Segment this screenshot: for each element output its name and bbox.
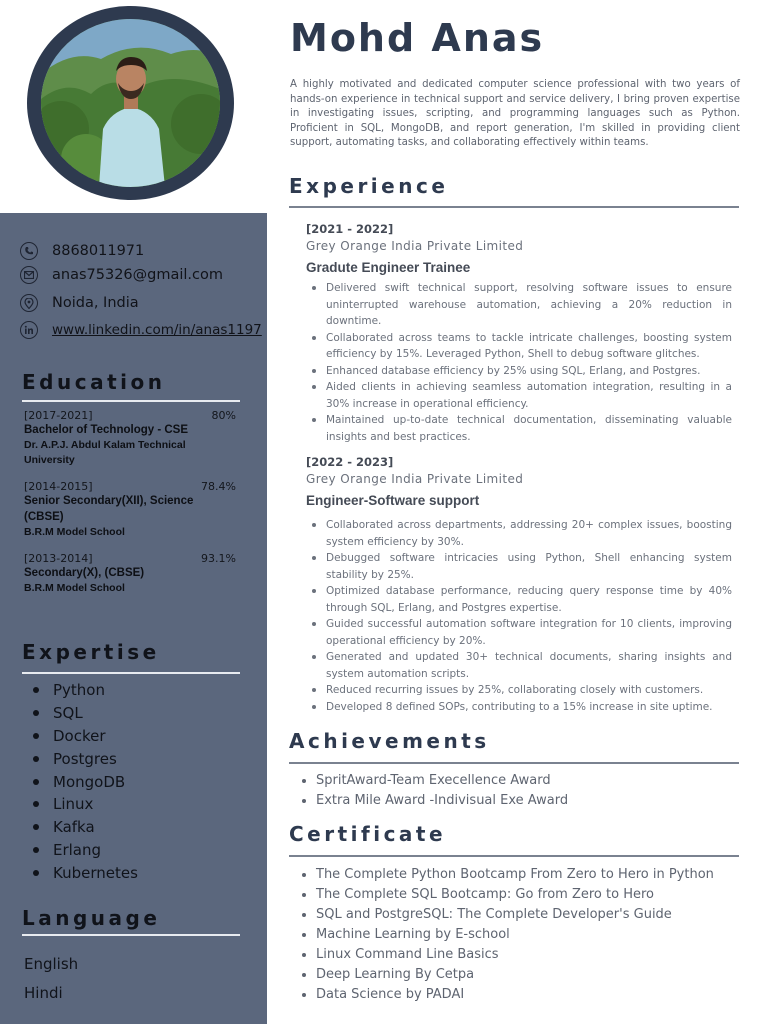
contact-linkedin: [20, 319, 265, 341]
job-years: [2022 - 2023]: [306, 455, 394, 469]
certificate-item: The Complete SQL Bootcamp: Go from Zero to Hero: [296, 887, 736, 907]
education-degree: Senior Secondary(XII), Science (CBSE): [24, 495, 194, 523]
achievements-divider: [289, 762, 739, 764]
contact-phone: [20, 240, 265, 262]
job-bullet: Optimized database performance, reducing query response time by 40% through SQL, Erlang, and Postgres expertise.: [306, 583, 732, 616]
achievement-item: Extra Mile Award -Indivisual Exe Award: [296, 793, 736, 813]
education-years: [2017-2021]: [24, 409, 93, 422]
job-title: Gradute Engineer Trainee: [306, 260, 471, 275]
expertise-item: MongoDB: [33, 773, 138, 796]
achievements-list: [296, 773, 736, 813]
education-degree: Secondary(X), (CBSE): [24, 567, 145, 579]
certificate-item: Linux Command Line Basics: [296, 947, 736, 967]
job-bullet: Collaborated across teams to tackle intricate challenges, boosting system efficiency by 15%. Leveraged Python, Shell to debug software glitches.: [306, 330, 732, 363]
location-pin-icon: [20, 294, 38, 312]
education-score: 80%: [211, 409, 236, 422]
language-item: English: [24, 955, 79, 973]
education-item: [24, 480, 236, 540]
expertise-item: Kafka: [33, 818, 138, 841]
achievements-heading: Achievements: [289, 729, 490, 753]
location-text: Noida, India: [52, 295, 139, 311]
job-bullet: Guided successful automation software integration for 10 clients, improving operational efficiency by 20%.: [306, 616, 732, 649]
profile-summary: A highly motivated and dedicated computer science professional with two years of hands-on experience in technical support and service delivery, I bring proven expertise in investigating issues, scripting, and programming languages such as Python. Proficient in SQL, MongoDB, and report generation, I'm skilled in providing client support, automating tasks, and collaborating effectively within teams.: [290, 79, 740, 148]
education-school: B.R.M Model School: [24, 526, 125, 538]
contact-email: [20, 264, 265, 286]
language-divider: [22, 934, 240, 936]
job-bullet: Collaborated across departments, addressing 20+ complex issues, boosting system efficiency by 30%.: [306, 517, 732, 550]
experience-heading: Experience: [289, 174, 449, 198]
certificate-item: SQL and PostgreSQL: The Complete Developer's Guide: [296, 907, 736, 927]
job-company: Grey Orange India Private Limited: [306, 472, 524, 486]
expertise-divider: [22, 672, 240, 674]
education-item: [24, 552, 236, 596]
phone-icon: [20, 242, 38, 260]
job-company: Grey Orange India Private Limited: [306, 239, 524, 253]
job-bullet: Aided clients in achieving seamless automation integration, resulting in a 30% increase in operational efficiency.: [306, 379, 732, 412]
contact-location: [20, 292, 265, 314]
job-entry: [306, 222, 732, 445]
expertise-item: Linux: [33, 795, 138, 818]
education-years: [2013-2014]: [24, 552, 93, 565]
education-degree: Bachelor of Technology - CSE: [24, 424, 188, 436]
job-bullet: Developed 8 defined SOPs, contributing to a 15% increase in site uptime.: [306, 699, 732, 716]
job-bullet: Generated and updated 30+ technical documents, sharing insights and system automation scripts.: [306, 649, 732, 682]
experience-divider: [289, 206, 739, 208]
job-bullets: [306, 280, 732, 445]
certificate-item: The Complete Python Bootcamp From Zero to Hero in Python: [296, 867, 736, 887]
education-score: 78.4%: [201, 480, 236, 493]
certificate-item: Data Science by PADAI: [296, 987, 736, 1007]
profile-photo: [41, 19, 220, 187]
job-bullet: Reduced recurring issues by 25%, collaborating closely with customers.: [306, 682, 732, 699]
education-score: 93.1%: [201, 552, 236, 565]
email-icon: [20, 266, 38, 284]
achievement-item: SpritAward-Team Execellence Award: [296, 773, 736, 793]
phone-text: 8868011971: [52, 243, 145, 259]
candidate-name: Mohd Anas: [290, 16, 545, 60]
language-item: Hindi: [24, 984, 63, 1002]
education-school: B.R.M Model School: [24, 582, 125, 594]
linkedin-link[interactable]: www.linkedin.com/in/anas1197: [52, 322, 262, 338]
language-heading: Language: [22, 906, 161, 930]
education-divider: [22, 400, 240, 402]
job-bullet: Maintained up-to-date technical documentation, disseminating valuable insights and best practices.: [306, 412, 732, 445]
expertise-item: Docker: [33, 727, 138, 750]
education-heading: Education: [22, 370, 166, 394]
job-bullet: Debugged software intricacies using Python, Shell enhancing system stability by 25%.: [306, 550, 732, 583]
expertise-item: Postgres: [33, 750, 138, 773]
job-bullet: Enhanced database efficiency by 25% using SQL, Erlang, and Postgres.: [306, 363, 732, 380]
education-years: [2014-2015]: [24, 480, 93, 493]
job-title: Engineer-Software support: [306, 493, 480, 508]
education-item: [24, 409, 236, 468]
job-bullets: [306, 517, 732, 715]
certificate-list: [296, 867, 736, 1007]
expertise-item: Erlang: [33, 841, 138, 864]
certificate-item: Deep Learning By Cetpa: [296, 967, 736, 987]
job-years: [2021 - 2022]: [306, 222, 394, 236]
email-text[interactable]: anas75326@gmail.com: [52, 267, 223, 283]
education-school: Dr. A.P.J. Abdul Kalam Technical University: [24, 439, 186, 466]
expertise-item: Python: [33, 681, 138, 704]
certificate-divider: [289, 855, 739, 857]
certificate-heading: Certificate: [289, 822, 447, 846]
job-entry: [306, 455, 732, 715]
linkedin-icon: [20, 321, 38, 339]
expertise-list: [33, 681, 138, 887]
expertise-heading: Expertise: [22, 640, 160, 664]
expertise-item: SQL: [33, 704, 138, 727]
job-bullet: Delivered swift technical support, resolving software issues to ensure uninterrupted warehouse automation, achieving a 20% reduction in downtime.: [306, 280, 732, 330]
certificate-item: Machine Learning by E-school: [296, 927, 736, 947]
expertise-item: Kubernetes: [33, 864, 138, 887]
